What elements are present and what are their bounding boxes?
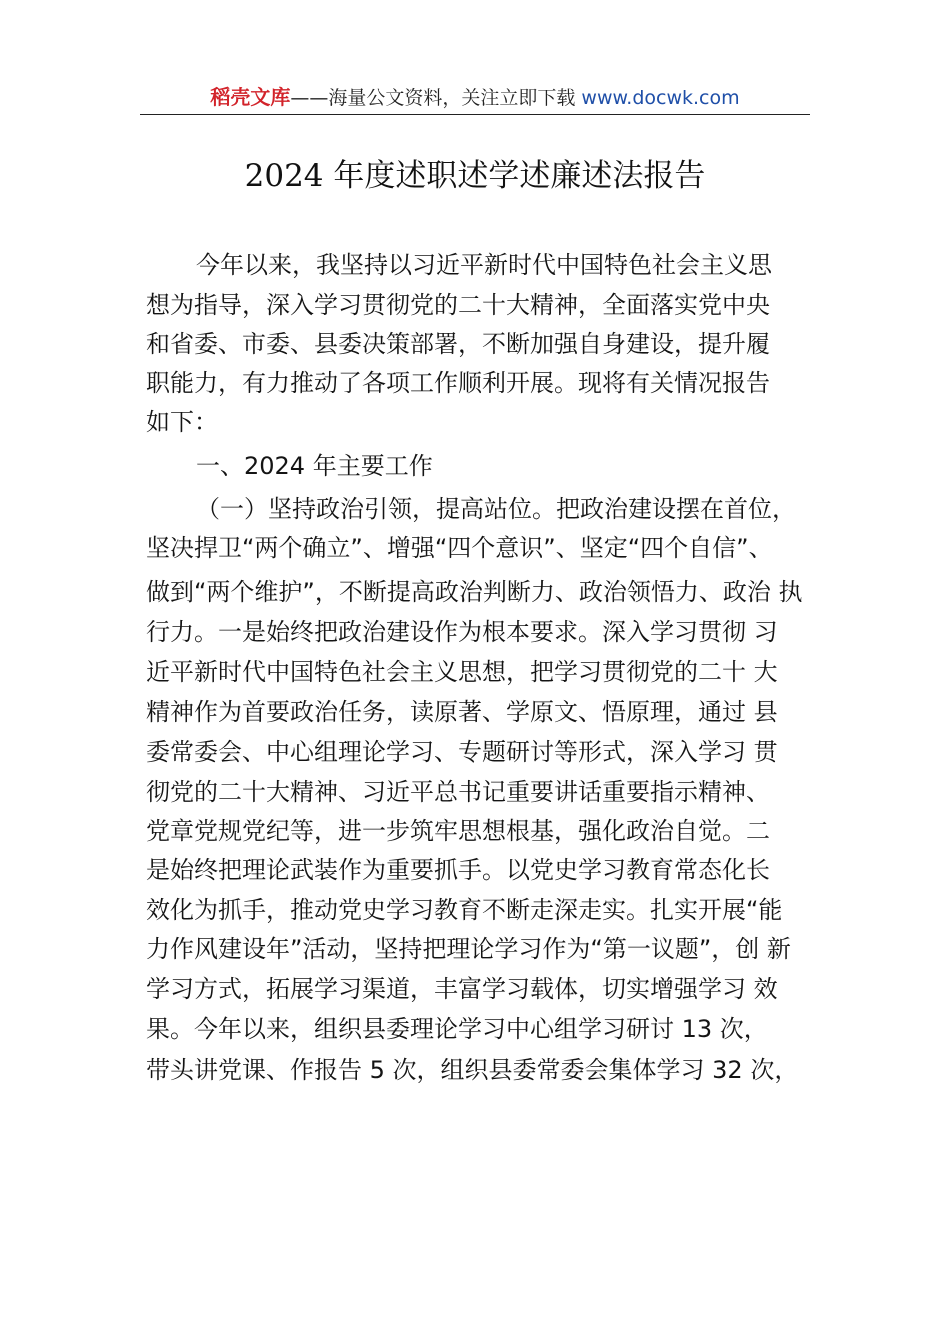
- header-tagline: ——海量公文资料，关注立即下载: [290, 87, 582, 109]
- body-line: 带头讲党课、作报告 5 次，组织县委常委会集体学习 32 次，: [146, 1056, 799, 1084]
- body-line: 今年以来，我坚持以习近平新时代中国特色社会主义思: [196, 251, 772, 279]
- body-line: 坚决捍卫“两个确立”、增强“四个意识”、坚定“四个自信”、: [146, 534, 773, 562]
- header-website[interactable]: www.docwk.com: [581, 87, 740, 109]
- body-line: 委常委会、中心组理论学习、专题研讨等形式，深入学习 贯: [146, 738, 778, 766]
- body-line: 近平新时代中国特色社会主义思想，把学习贯彻党的二十 大: [146, 658, 778, 686]
- body-line: 精神作为首要政治任务，读原著、学原文、悟原理，通过 县: [146, 698, 778, 726]
- body-line: 做到“两个维护”，不断提高政治判断力、政治领悟力、政治 执: [146, 578, 803, 606]
- brand-name: 稻壳文库: [210, 85, 291, 109]
- body-line: 职能力，有力推动了各项工作顺利开展。现将有关情况报告: [146, 369, 770, 397]
- body-line: （一）坚持政治引领，提高站位。把政治建设摆在首位，: [196, 495, 796, 523]
- body-line: 学习方式，拓展学习渠道，丰富学习载体，切实增强学习 效: [146, 975, 778, 1003]
- body-line: 和省委、市委、县委决策部署，不断加强自身建设，提升履: [146, 330, 770, 358]
- body-line: 是始终把理论武装作为重要抓手。以党史学习教育常态化长: [146, 856, 770, 884]
- document-header: [140, 80, 810, 114]
- body-line: 果。今年以来，组织县委理论学习中心组学习研讨 13 次，: [146, 1015, 768, 1043]
- body-line: 力作风建设年”活动，坚持把理论学习作为“第一议题”，创 新: [146, 935, 791, 963]
- body-line: 彻党的二十大精神、习近平总书记重要讲话重要指示精神、: [146, 778, 770, 806]
- body-line: 行力。一是始终把政治建设作为根本要求。深入学习贯彻 习: [146, 618, 778, 646]
- body-line: 如下：: [146, 408, 218, 436]
- document-title: 2024 年度述职述学述廉述法报告: [244, 158, 706, 194]
- body-line: 党章党规党纪等，进一步筑牢思想根基，强化政治自觉。二: [146, 817, 770, 845]
- body-line: 效化为抓手，推动党史学习教育不断走深走实。扎实开展“能: [146, 896, 783, 924]
- body-line: 想为指导，深入学习贯彻党的二十大精神，全面落实党中央: [146, 291, 770, 319]
- header-divider: [140, 114, 810, 115]
- section-heading: 一、2024 年主要工作: [196, 452, 433, 480]
